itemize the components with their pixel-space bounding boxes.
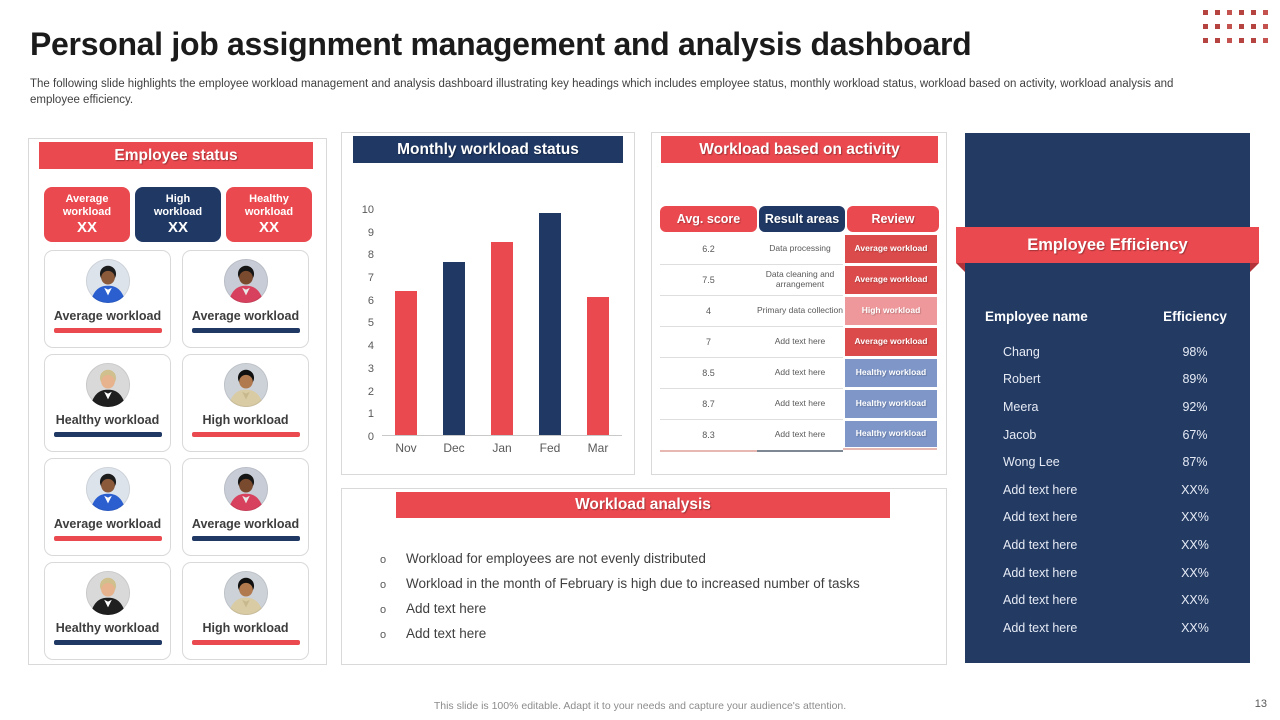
- efficiency-row[interactable]: [965, 559, 1250, 587]
- activity-area-cell: Add text here: [757, 389, 843, 420]
- activity-table: [660, 206, 939, 452]
- efficiency-row[interactable]: [965, 448, 1250, 476]
- dot: [1263, 24, 1268, 29]
- y-tick-label: 9: [367, 226, 374, 239]
- chart-plot-area: [382, 213, 622, 436]
- activity-score-cell: 6.2: [660, 234, 757, 265]
- activity-review-cell: [843, 358, 937, 388]
- card-underline: [54, 432, 162, 437]
- efficiency-value: XX%: [1181, 620, 1209, 635]
- review-badge[interactable]: Healthy workload: [845, 421, 937, 447]
- efficiency-employee-name: Add text here: [1003, 537, 1078, 552]
- employee-card[interactable]: [182, 458, 309, 556]
- efficiency-value: 67%: [1182, 427, 1208, 442]
- slide-footer-note: This slide is 100% editable. Adapt it to your needs and capture your audience's attention.: [433, 700, 847, 712]
- employee-card[interactable]: [44, 458, 171, 556]
- bullet-text: Workload for employees are not evenly distributed: [406, 551, 706, 566]
- card-underline: [54, 536, 162, 541]
- employee-efficiency-panel[interactable]: [965, 133, 1250, 663]
- employee-avatar-icon: [223, 570, 269, 616]
- activity-score-cell: 7: [660, 327, 757, 358]
- efficiency-value: XX%: [1181, 482, 1209, 497]
- monthly-workload-panel[interactable]: [341, 132, 635, 475]
- employee-avatar-icon: [85, 258, 131, 304]
- activity-table-body: [660, 234, 939, 452]
- analysis-bullet: [380, 601, 860, 616]
- dot: [1227, 10, 1232, 15]
- efficiency-row[interactable]: [965, 531, 1250, 559]
- activity-review-cell: [843, 389, 937, 419]
- activity-review-cell: [843, 327, 937, 357]
- activity-review-cell: [843, 234, 937, 264]
- status-chip-label: Healthy workload: [244, 192, 294, 218]
- employee-avatar-icon: [223, 362, 269, 408]
- bullet-text: Add text here: [406, 601, 487, 616]
- y-tick-label: 2: [367, 385, 374, 398]
- employee-card-label: Healthy workload: [55, 413, 160, 427]
- dot: [1251, 24, 1256, 29]
- y-tick-label: 4: [367, 340, 374, 353]
- efficiency-col-value: Efficiency: [1163, 309, 1227, 324]
- bar-chart: [350, 204, 622, 455]
- efficiency-employee-name: Jacob: [1003, 427, 1037, 442]
- employee-card[interactable]: [44, 250, 171, 348]
- employee-card[interactable]: [44, 562, 171, 660]
- card-underline: [192, 328, 300, 333]
- monthly-workload-title: Monthly workload status: [397, 140, 579, 158]
- efficiency-employee-name: Meera: [1003, 399, 1039, 414]
- chart-y-axis: [350, 205, 374, 443]
- status-chip-value: XX: [76, 219, 97, 237]
- efficiency-row[interactable]: [965, 614, 1250, 642]
- employee-avatar-icon: [85, 570, 131, 616]
- corner-dots-decoration: [1203, 10, 1268, 43]
- efficiency-employee-name: Chang: [1003, 344, 1040, 359]
- y-tick-label: 7: [367, 272, 374, 285]
- status-chip-label: High workload: [153, 192, 203, 218]
- status-chip[interactable]: [44, 187, 130, 242]
- employee-card-label: Healthy workload: [55, 621, 160, 635]
- efficiency-value: 92%: [1182, 399, 1208, 414]
- efficiency-value: XX%: [1181, 593, 1209, 608]
- chart-bar-jan[interactable]: [491, 242, 513, 435]
- employee-card-label: High workload: [202, 413, 289, 427]
- dot: [1239, 10, 1244, 15]
- card-underline: [192, 536, 300, 541]
- dot: [1215, 38, 1220, 43]
- employee-card-label: High workload: [202, 621, 289, 635]
- employee-card-label: Average workload: [191, 517, 300, 531]
- ribbon-fold-left: [956, 263, 965, 272]
- activity-score-cell: 8.7: [660, 389, 757, 420]
- employee-card[interactable]: [44, 354, 171, 452]
- activity-area-cell: Data cleaning and arrangement: [757, 265, 843, 296]
- activity-column-header[interactable]: Review: [847, 206, 939, 232]
- efficiency-employee-name: Add text here: [1003, 482, 1078, 497]
- page-title: Personal job assignment management and analysis dashboard: [30, 26, 972, 62]
- chart-bar-mar[interactable]: [587, 297, 609, 435]
- activity-title: Workload based on activity: [699, 140, 900, 158]
- chart-x-axis: [382, 441, 622, 455]
- status-summary-chips: [44, 187, 312, 242]
- dot: [1227, 24, 1232, 29]
- dot: [1239, 24, 1244, 29]
- bullet-marker-icon: o: [380, 604, 387, 616]
- efficiency-value: XX%: [1181, 565, 1209, 580]
- employee-card[interactable]: [182, 354, 309, 452]
- dot: [1203, 10, 1208, 15]
- employee-card-label: Average workload: [53, 517, 162, 531]
- efficiency-value: 89%: [1182, 372, 1208, 387]
- activity-area-cell: Primary data collection: [757, 296, 843, 327]
- card-underline: [54, 328, 162, 333]
- employee-status-panel[interactable]: [28, 138, 327, 665]
- employee-avatar-icon: [223, 258, 269, 304]
- y-tick-label: 1: [367, 408, 374, 421]
- status-chip[interactable]: [226, 187, 312, 242]
- activity-score-cell: 7.5: [660, 265, 757, 296]
- employee-efficiency-title: Employee Efficiency: [1027, 235, 1188, 254]
- x-tick-label: Fed: [539, 441, 561, 455]
- dot: [1251, 38, 1256, 43]
- employee-avatar-icon: [85, 362, 131, 408]
- activity-table-header: [660, 206, 939, 232]
- activity-area-cell: Add text here: [757, 327, 843, 358]
- activity-score-cell: 4: [660, 296, 757, 327]
- employee-efficiency-ribbon[interactable]: [956, 227, 1259, 263]
- efficiency-value: 87%: [1182, 455, 1208, 470]
- employee-avatar-icon: [223, 466, 269, 512]
- x-tick-label: Dec: [443, 441, 465, 455]
- y-tick-label: 10: [361, 204, 374, 216]
- efficiency-row[interactable]: [965, 393, 1250, 421]
- activity-review-cell: [843, 265, 937, 295]
- efficiency-value: 98%: [1182, 344, 1208, 359]
- status-chip-value: XX: [258, 219, 279, 237]
- efficiency-row[interactable]: [965, 366, 1250, 394]
- activity-column-header[interactable]: Result areas: [759, 206, 845, 232]
- efficiency-row[interactable]: [965, 504, 1250, 532]
- workload-analysis-panel[interactable]: [341, 488, 947, 665]
- status-chip-label: Average workload: [62, 192, 112, 218]
- employee-card[interactable]: [182, 250, 309, 348]
- analysis-bullet-list: [380, 551, 860, 651]
- review-badge[interactable]: Average workload: [845, 328, 937, 356]
- card-underline: [192, 432, 300, 437]
- x-tick-label: Jan: [492, 441, 512, 455]
- employee-cards-grid: [44, 250, 309, 660]
- analysis-bullet: [380, 626, 860, 641]
- bullet-marker-icon: o: [380, 554, 387, 566]
- efficiency-col-name: Employee name: [985, 309, 1088, 324]
- dot: [1239, 38, 1244, 43]
- y-tick-label: 6: [367, 294, 374, 307]
- employee-status-header[interactable]: [39, 142, 313, 169]
- efficiency-table-body: [965, 338, 1250, 642]
- efficiency-employee-name: Add text here: [1003, 620, 1078, 635]
- employee-status-title: Employee status: [114, 146, 238, 164]
- card-underline: [54, 640, 162, 645]
- chart-bar-fed[interactable]: [539, 213, 561, 435]
- y-tick-label: 8: [367, 249, 374, 262]
- efficiency-row[interactable]: [965, 421, 1250, 449]
- review-badge[interactable]: Average workload: [845, 235, 937, 263]
- analysis-bullet: [380, 576, 860, 591]
- efficiency-row[interactable]: [965, 476, 1250, 504]
- employee-card-label: Average workload: [191, 309, 300, 323]
- employee-card-label: Average workload: [53, 309, 162, 323]
- activity-column-header[interactable]: Avg. score: [660, 206, 757, 232]
- efficiency-value: XX%: [1181, 510, 1209, 525]
- analysis-bullet: [380, 551, 860, 566]
- card-underline: [192, 640, 300, 645]
- review-badge[interactable]: High workload: [845, 297, 937, 325]
- dot: [1215, 10, 1220, 15]
- ribbon-fold-right: [1250, 263, 1259, 272]
- activity-score-cell: 8.3: [660, 420, 757, 452]
- workload-analysis-title: Workload analysis: [575, 496, 711, 513]
- employee-avatar-icon: [85, 466, 131, 512]
- efficiency-employee-name: Robert: [1003, 372, 1041, 387]
- review-badge[interactable]: Average workload: [845, 266, 937, 294]
- dot: [1203, 38, 1208, 43]
- dot: [1263, 38, 1268, 43]
- workload-analysis-header[interactable]: [396, 492, 890, 518]
- dot: [1263, 10, 1268, 15]
- efficiency-employee-name: Add text here: [1003, 593, 1078, 608]
- chart-bar-dec[interactable]: [443, 262, 465, 435]
- page-number: 13: [1254, 698, 1267, 710]
- y-tick-label: 5: [367, 317, 374, 330]
- review-badge[interactable]: Healthy workload: [845, 359, 937, 387]
- activity-area-cell: Data processing: [757, 234, 843, 265]
- y-tick-label: 0: [367, 430, 374, 443]
- bullet-text: Workload in the month of February is high due to increased number of tasks: [406, 576, 860, 591]
- x-tick-label: Nov: [395, 441, 417, 455]
- activity-review-cell: [843, 420, 937, 450]
- dot: [1203, 24, 1208, 29]
- status-chip[interactable]: [135, 187, 221, 242]
- activity-header[interactable]: [661, 136, 938, 163]
- activity-workload-panel[interactable]: [651, 132, 947, 475]
- dot: [1251, 10, 1256, 15]
- slide-subtitle: The following slide highlights the employee workload management and analysis dashboard illustrating key headings which includes employee status, monthly workload status, workload based on activity, workload analysis and employee efficiency.: [30, 78, 1174, 106]
- chart-bar-nov[interactable]: [395, 291, 417, 435]
- bullet-marker-icon: o: [380, 629, 387, 641]
- efficiency-employee-name: Add text here: [1003, 565, 1078, 580]
- status-chip-value: XX: [167, 219, 188, 237]
- employee-card[interactable]: [182, 562, 309, 660]
- efficiency-row[interactable]: [965, 338, 1250, 366]
- monthly-workload-header[interactable]: [353, 136, 623, 163]
- efficiency-table-header: [965, 309, 1250, 324]
- activity-review-cell: [843, 296, 937, 326]
- dot: [1215, 24, 1220, 29]
- bullet-text: Add text here: [406, 626, 487, 641]
- efficiency-employee-name: Wong Lee: [1003, 455, 1060, 470]
- y-tick-label: 3: [367, 362, 374, 375]
- activity-score-cell: 8.5: [660, 358, 757, 389]
- review-badge[interactable]: Healthy workload: [845, 390, 937, 418]
- bullet-marker-icon: o: [380, 579, 387, 591]
- efficiency-row[interactable]: [965, 586, 1250, 614]
- activity-area-cell: Add text here: [757, 420, 843, 452]
- dot: [1227, 38, 1232, 43]
- activity-area-cell: Add text here: [757, 358, 843, 389]
- efficiency-employee-name: Add text here: [1003, 510, 1078, 525]
- x-tick-label: Mar: [587, 441, 609, 455]
- efficiency-value: XX%: [1181, 537, 1209, 552]
